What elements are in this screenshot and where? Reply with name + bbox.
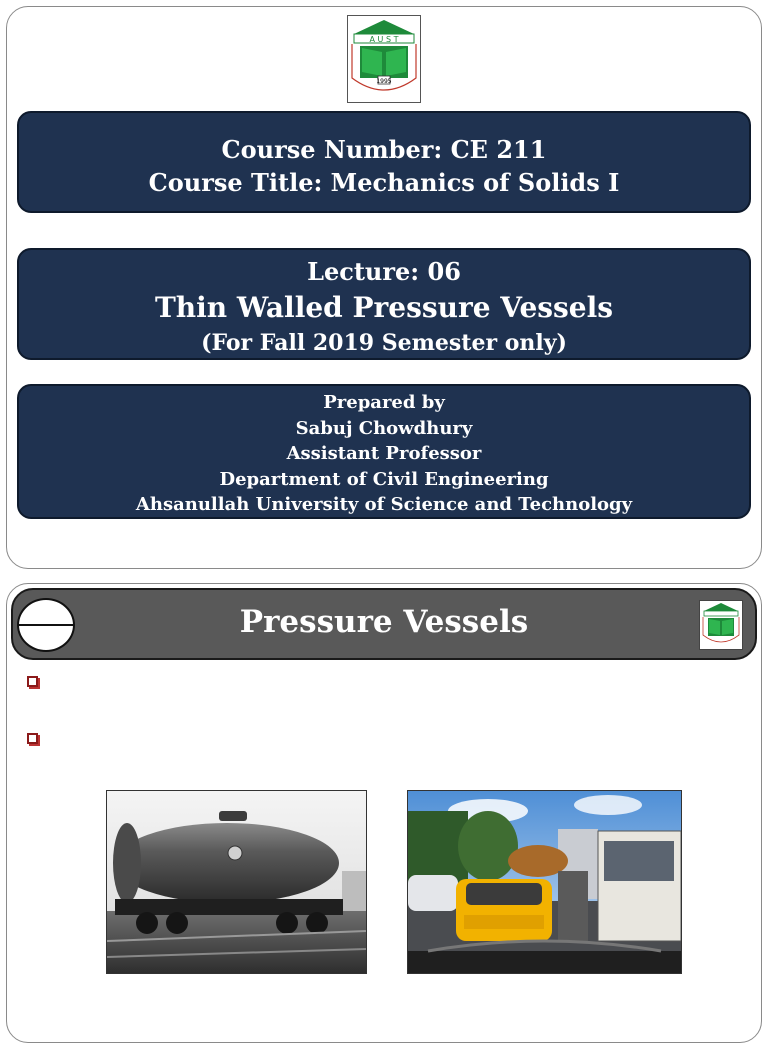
street-tanker-photo (407, 790, 682, 974)
bullet-marker-1 (27, 676, 38, 687)
author-name: Sabuj Chowdhury (295, 417, 473, 439)
course-title: Course Title: Mechanics of Solids I (148, 168, 620, 197)
logo-year: 1995 (376, 78, 392, 85)
course-info-box (17, 111, 751, 213)
aust-logo-small-graphic (700, 601, 742, 649)
lecture-info-box (17, 248, 751, 360)
author-info-box (17, 384, 751, 519)
aust-logo-graphic (348, 16, 420, 102)
title-slide (6, 6, 762, 569)
bullet-marker-2 (27, 733, 38, 744)
aust-logo (347, 15, 421, 103)
tank-wagon-photo (106, 790, 367, 974)
lecture-number: Lecture: 06 (307, 257, 461, 286)
semester-note: (For Fall 2019 Semester only) (201, 330, 567, 356)
aust-logo-small (699, 600, 743, 650)
lecture-topic: Thin Walled Pressure Vessels (154, 291, 614, 324)
course-number: Course Number: CE 211 (221, 135, 547, 164)
author-university: Ahsanullah University of Science and Technology (135, 494, 633, 515)
slide-title: Pressure Vessels (239, 604, 529, 640)
author-position: Assistant Professor (286, 443, 482, 464)
slide-header (11, 588, 757, 660)
content-slide (6, 583, 762, 1043)
author-department: Department of Civil Engineering (219, 468, 549, 490)
logo-text-top: A U S T (369, 35, 399, 44)
prepared-by-label: Prepared by (323, 392, 445, 413)
